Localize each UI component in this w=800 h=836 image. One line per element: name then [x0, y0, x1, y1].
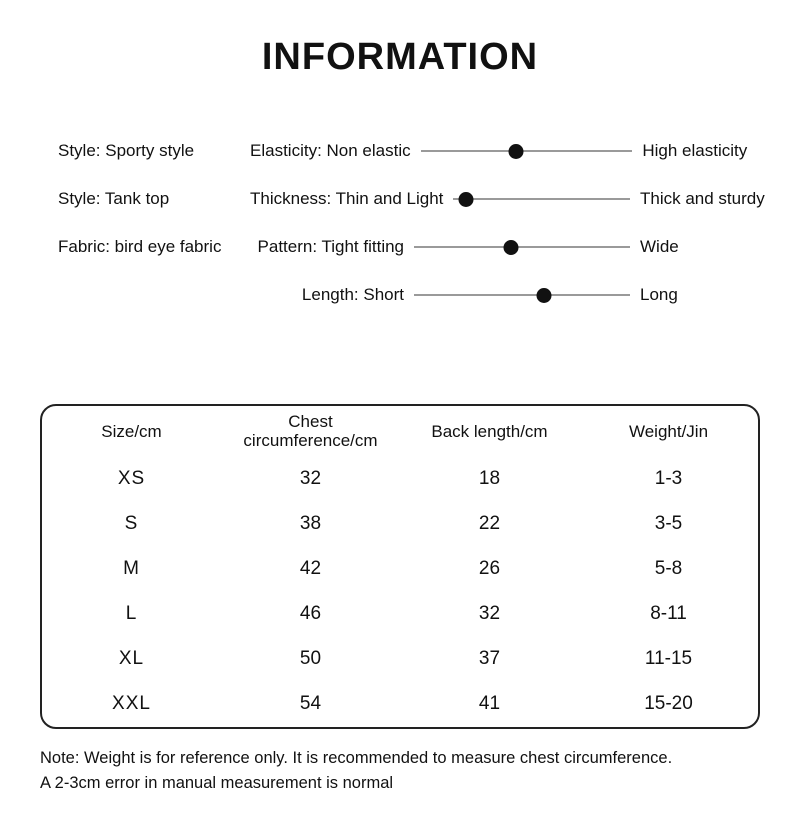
note-line-2: A 2-3cm error in manual measurement is normal	[40, 774, 394, 792]
cell-weight: 11-15	[644, 648, 693, 670]
cell-weight: 5-8	[654, 557, 683, 579]
slider-knob[interactable]	[536, 288, 551, 303]
cell-back-length: 22	[478, 512, 501, 534]
table-row	[42, 637, 758, 682]
table-row	[42, 546, 758, 591]
cell-back-length: 37	[478, 648, 501, 670]
slider-row-elasticity	[250, 127, 760, 175]
cell-weight: 3-5	[654, 512, 683, 534]
slider-left-label: Pattern: Tight fitting	[257, 237, 404, 256]
cell-size: XS	[117, 467, 146, 489]
slider-track	[453, 198, 630, 200]
column-header-back-length: Back length/cm	[431, 421, 548, 441]
slider-row-pattern	[250, 223, 760, 271]
cell-back-length: 41	[478, 693, 501, 715]
information-page	[0, 36, 800, 836]
cell-size: M	[123, 557, 140, 579]
size-table-card	[40, 404, 760, 729]
column-header-weight: Weight/Jin	[628, 421, 709, 441]
slider-elasticity[interactable]	[421, 141, 633, 161]
table-row	[42, 682, 758, 727]
cell-chest: 42	[299, 557, 322, 579]
slider-list	[250, 127, 765, 319]
size-table	[42, 406, 758, 727]
slider-left-label: Elasticity: Non elastic	[250, 141, 411, 160]
slider-row-thickness	[250, 175, 765, 223]
cell-back-length: 18	[478, 467, 501, 489]
cell-weight: 1-3	[654, 467, 683, 489]
cell-size: XXL	[112, 693, 151, 715]
slider-right-label: Thick and sturdy	[640, 189, 765, 208]
cell-back-length: 32	[478, 603, 501, 625]
cell-chest: 32	[299, 467, 322, 489]
page-title: INFORMATION	[261, 36, 539, 78]
attribute-item: Fabric: bird eye fabric	[58, 237, 222, 256]
slider-left-label: Thickness: Thin and Light	[250, 189, 444, 208]
cell-size: S	[124, 512, 139, 534]
slider-track	[414, 294, 630, 296]
cell-size: XL	[118, 648, 145, 670]
slider-row-length	[250, 271, 760, 319]
cell-weight: 8-11	[650, 603, 687, 625]
column-header-chest: Chest circumference/cm	[243, 412, 378, 450]
slider-knob[interactable]	[504, 240, 519, 255]
note-line-1: Note: Weight is for reference only. It is recommended to measure chest circumference.	[40, 749, 673, 767]
column-header-size: Size/cm	[101, 421, 162, 441]
attributes-section	[0, 127, 800, 317]
slider-right-label: High elasticity	[642, 141, 748, 160]
cell-chest: 50	[299, 648, 322, 670]
slider-knob[interactable]	[458, 192, 473, 207]
slider-thickness[interactable]	[453, 189, 630, 209]
slider-length[interactable]	[414, 285, 630, 305]
slider-track	[414, 246, 630, 248]
note-section	[40, 746, 770, 796]
attribute-item: Style: Sporty style	[58, 141, 195, 160]
table-header-row	[42, 406, 758, 456]
cell-size: L	[125, 603, 138, 625]
slider-right-label: Wide	[640, 237, 679, 256]
slider-left-label: Length: Short	[301, 285, 404, 304]
cell-back-length: 26	[478, 557, 501, 579]
attribute-item: Style: Tank top	[58, 189, 170, 208]
cell-chest: 38	[299, 512, 322, 534]
table-row	[42, 501, 758, 546]
slider-pattern[interactable]	[414, 237, 630, 257]
slider-knob[interactable]	[508, 144, 523, 159]
slider-track	[421, 150, 633, 152]
slider-right-label: Long	[640, 285, 678, 304]
cell-chest: 54	[299, 693, 322, 715]
table-row	[42, 456, 758, 501]
table-row	[42, 591, 758, 636]
cell-chest: 46	[299, 603, 322, 625]
cell-weight: 15-20	[644, 693, 693, 715]
